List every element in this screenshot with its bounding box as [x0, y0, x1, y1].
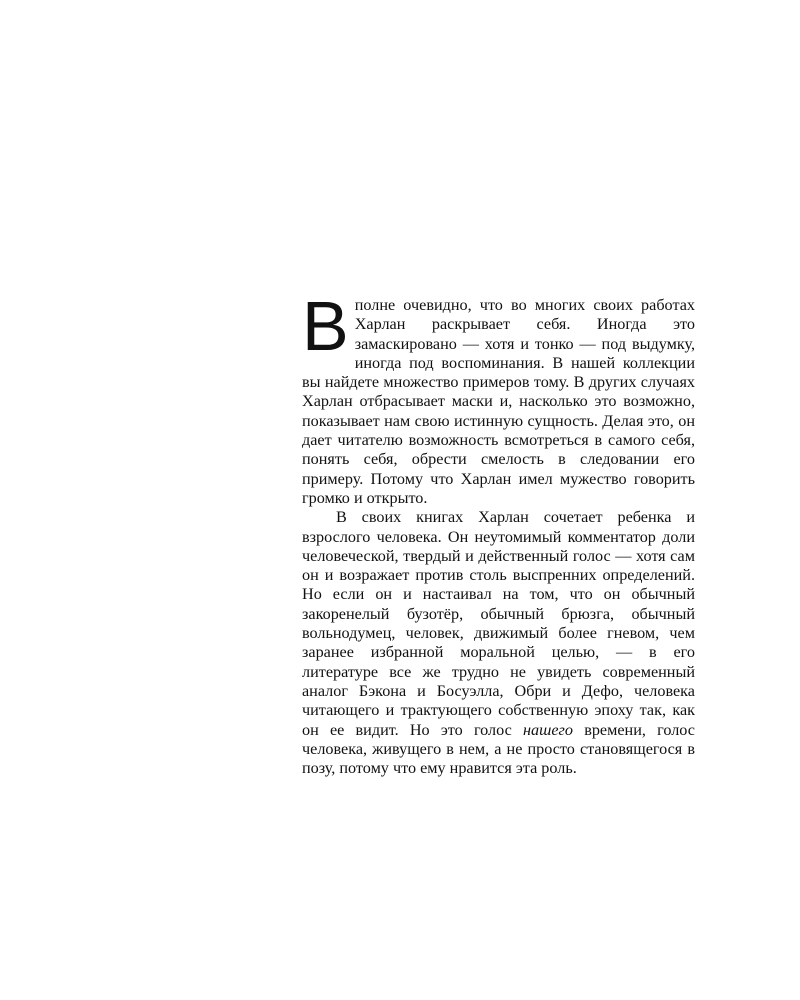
paragraph-1-text: полне очевидно, что во многих своих работах Харлан раскрывает себя. Иногда это замаскировано — хотя и тонко — под выдумку, иногда под воспоминания. В нашей коллекции вы найдете множество примеров тому. В других случаях Харлан отбрасывает маски и, насколько это возможно, показывает нам свою истинную сущность. Делая это, он дает читателю возможность всмотреться в самого себя, понять себя, обрести смелость в следовании его примеру. Потому что Харлан имел мужество говорить громко и открыто. — [302, 296, 695, 507]
paragraph-2-text-end: времени, голос человека, живущего в нем, а не просто становящегося в позу, потому что ему нравится эта роль. — [302, 720, 695, 778]
paragraph-2 — [302, 508, 695, 778]
paragraph-2-text-start: В своих книгах Харлан сочетает ребенка и взрослого человека. Он неутомимый комментатор доли человеческой, твердый и действенный голос — хотя сам он и возражает против столь выспренних определений. Но если он и настаивал на том, что он обычный закоренелый бузотёр, обычный брюзга, обычный вольнодумец, человек, движимый более гневом, чем заранее избранной моральной целью, — в его литературе все же трудно не увидеть современный аналог Бэкона и Босуэлла, Обри и Дефо, человека читающего и трактующего собственную эпоху так, как он ее видит. Но это голос — [302, 508, 695, 739]
paragraph-2-italic-word: нашего — [523, 720, 573, 739]
body-text — [302, 287, 695, 778]
paragraph-1 — [302, 287, 695, 508]
drop-cap-letter: В — [302, 287, 349, 365]
